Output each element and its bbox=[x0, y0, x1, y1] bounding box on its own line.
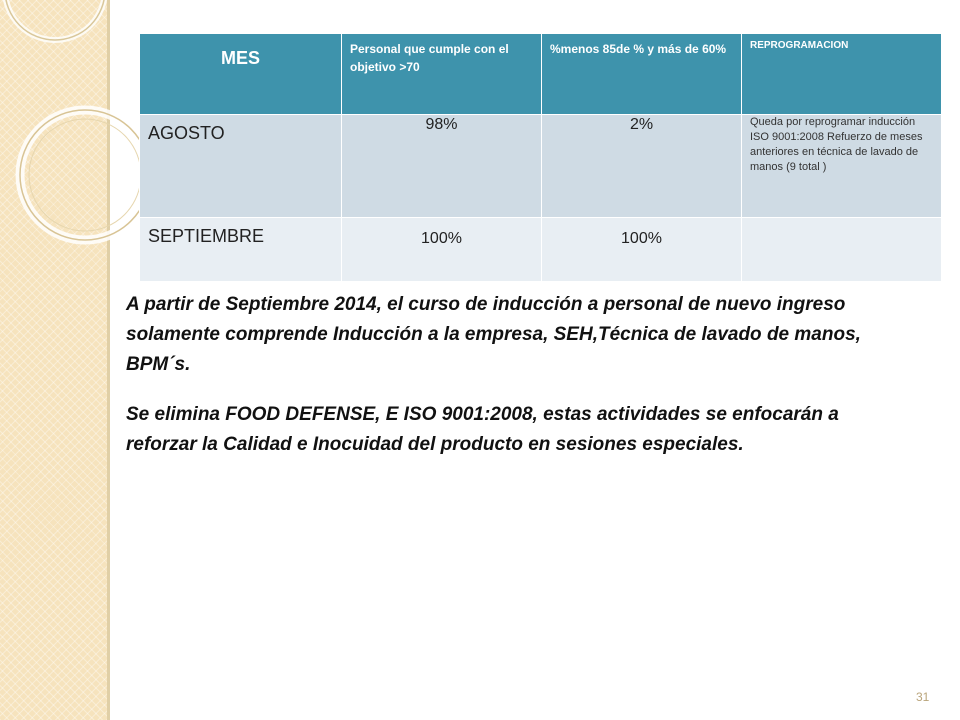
table-row bbox=[140, 218, 942, 282]
header-cumple: Personal que cumple con el objetivo >70 bbox=[342, 34, 542, 115]
header-reprogramacion: REPROGRAMACION bbox=[742, 34, 942, 115]
paragraph-induccion: A partir de Septiembre 2014, el curso de inducción a personal de nuevo ingreso solamente comprende Inducción a la empresa, SEH,Técnica de lavado de manos, BPM´s. bbox=[126, 294, 861, 375]
body-text bbox=[126, 290, 878, 480]
page-number: 31 bbox=[916, 690, 930, 704]
reprogramacion-cell: Queda por reprogramar inducción ISO 9001:2008 Refuerzo de meses anteriores en técnica de lavado de manos (9 total ) bbox=[742, 115, 942, 218]
cumple-cell: 100% bbox=[342, 218, 542, 282]
reprogramacion-cell bbox=[742, 218, 942, 282]
header-menos: %menos 85de % y más de 60% bbox=[542, 34, 742, 115]
table-header-row bbox=[140, 34, 942, 115]
header-mes: MES bbox=[140, 34, 342, 115]
menos-cell: 2% bbox=[542, 115, 742, 218]
month-cell: AGOSTO bbox=[140, 115, 342, 218]
menos-cell: 100% bbox=[542, 218, 742, 282]
paragraph-food-defense: Se elimina FOOD DEFENSE, E ISO 9001:2008, estas actividades se enfocarán a reforzar la Calidad e Inocuidad del producto en sesiones especiales. bbox=[126, 404, 839, 455]
results-table bbox=[139, 33, 942, 282]
table-row bbox=[140, 115, 942, 218]
cumple-cell: 98% bbox=[342, 115, 542, 218]
month-cell: SEPTIEMBRE bbox=[140, 218, 342, 282]
